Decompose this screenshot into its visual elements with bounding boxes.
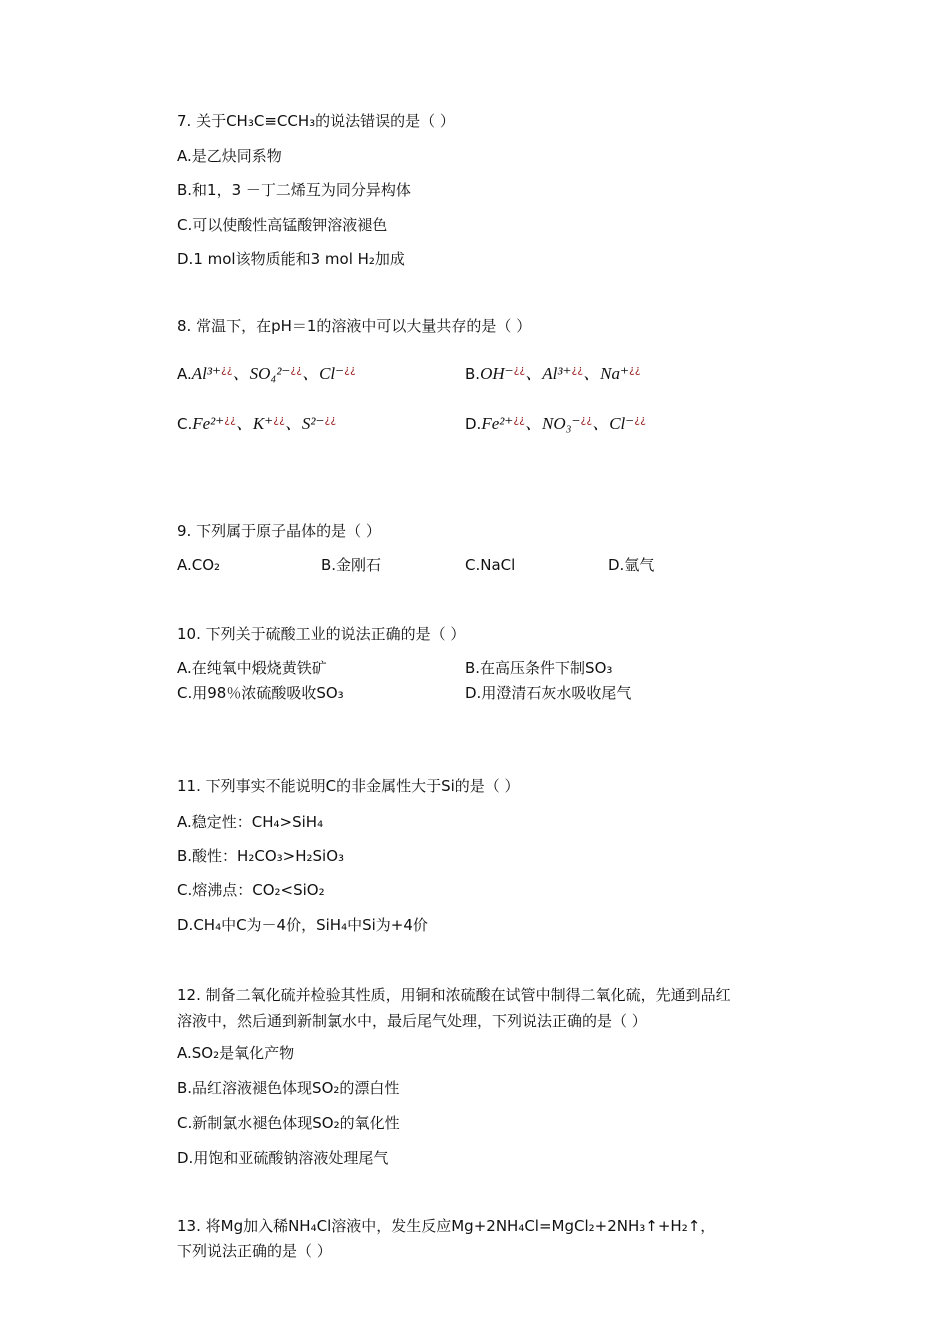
option-d: D.氩气 (608, 556, 655, 574)
question-stem: 8. 常温下，在pH＝1的溶液中可以大量共存的是（ ） (177, 317, 532, 335)
option-c: C.新制氯水褪色体现SO₂的氧化性 (177, 1114, 400, 1132)
artifact: ¿¿ (324, 413, 337, 426)
artifact: ¿¿ (220, 363, 233, 376)
artifact: ¿¿ (513, 413, 526, 426)
ion: 、K⁺ (235, 414, 274, 433)
option-a: A.稳定性：CH₄>SiH₄ (177, 813, 324, 831)
ion: Fe²⁺ (192, 414, 225, 433)
ion: 、NO₃⁻ (525, 414, 581, 433)
option-b: B.酸性：H₂CO₃>H₂SiO₃ (177, 847, 345, 865)
option-c: C.用98％浓硫酸吸收SO₃ (177, 684, 344, 702)
question-stem: 11. 下列事实不能说明C的非金属性大于Si的是（ ） (177, 777, 520, 795)
option-c: C.NaCl (465, 556, 516, 574)
ion: 、Cl⁻ (302, 364, 345, 383)
ion: Al³⁺ (191, 364, 221, 383)
option-c: C.熔沸点：CO₂<SiO₂ (177, 881, 325, 899)
question-stem-line1: 12. 制备二氧化硫并检验其性质，用铜和浓硫酸在试管中制得二氧化硫，先通到品红 (177, 986, 731, 1004)
option-b: B.品红溶液褪色体现SO₂的漂白性 (177, 1079, 400, 1097)
artifact: ¿¿ (513, 363, 526, 376)
artifact: ¿¿ (580, 413, 593, 426)
option-a (177, 360, 356, 384)
ion: 、Cl⁻ (592, 414, 635, 433)
question-stem-line2: 下列说法正确的是（ ） (177, 1242, 332, 1260)
option-a: A.SO₂是氧化产物 (177, 1044, 295, 1062)
option-b: B.金刚石 (321, 556, 382, 574)
ion: Fe²⁺ (481, 414, 514, 433)
option-a: A.在纯氧中煅烧黄铁矿 (177, 659, 327, 677)
artifact: ¿¿ (628, 363, 641, 376)
option-d: D.CH₄中C为－4价，SiH₄中Si为+4价 (177, 916, 428, 934)
option-d: D.用澄清石灰水吸收尾气 (465, 684, 632, 702)
option-b (465, 360, 641, 384)
question-stem: 10. 下列关于硫酸工业的说法正确的是（ ） (177, 625, 466, 643)
option-c: C.可以使酸性高锰酸钾溶液褪色 (177, 216, 388, 234)
question-stem-line1: 13. 将Mg加入稀NH₄Cl溶液中，发生反应Mg+2NH₄Cl=MgCl₂+2NH₃↑+H₂↑， (177, 1217, 716, 1235)
option-label: C. (177, 415, 193, 433)
option-d: D.用饱和亚硫酸钠溶液处理尾气 (177, 1149, 389, 1167)
ion: 、S²⁻ (284, 414, 325, 433)
artifact: ¿¿ (571, 363, 584, 376)
artifact: ¿¿ (290, 363, 303, 376)
artifact: ¿¿ (344, 363, 356, 376)
option-c (177, 410, 336, 434)
option-label: D. (465, 415, 482, 433)
ion: 、Al³⁺ (525, 364, 572, 383)
option-d: D.1 mol该物质能和3 mol H₂加成 (177, 250, 405, 268)
option-a: A.是乙炔同系物 (177, 147, 282, 165)
artifact: ¿¿ (224, 413, 236, 426)
option-label: B. (465, 365, 481, 383)
option-b: B.和1，3 －丁二烯互为同分异构体 (177, 181, 411, 199)
option-b: B.在高压条件下制SO₃ (465, 659, 613, 677)
ion: 、Na⁺ (583, 364, 629, 383)
ion: 、SO₄²⁻ (232, 364, 291, 383)
question-stem: 9. 下列属于原子晶体的是（ ） (177, 522, 381, 540)
option-d (465, 410, 646, 434)
option-a: A.CO₂ (177, 556, 221, 574)
artifact: ¿¿ (634, 413, 646, 426)
option-label: A. (177, 365, 192, 383)
question-stem: 7. 关于CH₃C≡CCH₃的说法错误的是（ ） (177, 112, 455, 130)
question-stem-line2: 溶液中，然后通到新制氯水中，最后尾气处理，下列说法正确的是（ ） (177, 1012, 647, 1030)
ion: OH⁻ (480, 364, 514, 383)
artifact: ¿¿ (273, 413, 285, 426)
